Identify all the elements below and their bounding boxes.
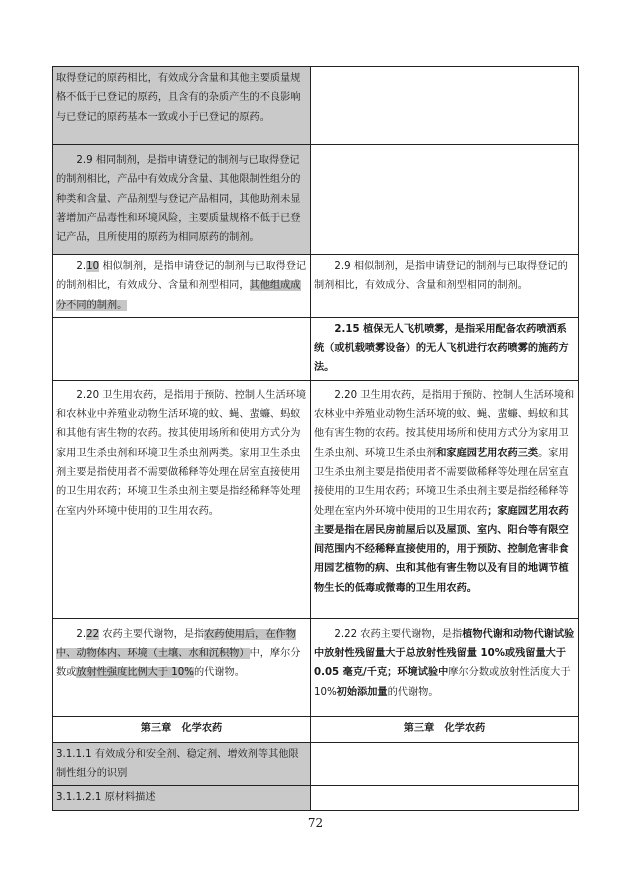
- table-row: [53, 317, 579, 380]
- new-text-cell: [311, 380, 579, 618]
- highlighted-text: 10: [86, 261, 100, 272]
- old-text-cell: [53, 255, 311, 318]
- highlighted-text: 22: [86, 628, 100, 640]
- cell-text: 2.20 卫生用农药，是指用于预防、控制人生活环境和农林业中养殖业动物生活环境的蚊、蝇、蜚蠊、蚂蚁和其他有害生物的农药。按其使用场所和使用方式分为家用卫生杀虫剂、环境卫生杀虫剂: [314, 389, 575, 459]
- table-row: [53, 67, 579, 145]
- cell-text: 的代谢物。: [387, 686, 439, 698]
- table-row: [53, 618, 579, 716]
- cell-text: 3.1.1.2.1 原材料描述: [56, 792, 156, 804]
- new-text-cell: [311, 67, 579, 145]
- added-text: 初始添加量: [336, 686, 388, 698]
- table-row: [53, 786, 579, 810]
- cell-text: 2.22 农药主要代谢物，是指: [334, 628, 463, 640]
- chapter-row: [53, 716, 579, 742]
- cell-text: 相似制剂，是指申请登记的制剂与已取得登记的制剂相比，有效成分、含量和剂型相同，: [56, 261, 307, 292]
- chapter-heading-right: 第三章 化学农药: [311, 716, 579, 742]
- cell-text: 3.1.1.1 有效成分和安全剂、稳定剂、增效剂等其他限制性组分的识别: [56, 748, 299, 780]
- new-text-cell: [311, 255, 579, 318]
- cell-text: 2.: [76, 261, 87, 272]
- old-text-cell: [53, 380, 311, 618]
- highlighted-text: 其他组成成分不同的制剂。: [56, 280, 301, 311]
- cell-text: 2.20 卫生用农药，是指用于预防、控制人生活环境和农林业中养殖业动物生活环境的蚊、蝇、蜚蠊、蚂蚁和其他有害生物的农药。按其使用场所和使用方式分为家用卫生杀虫剂和环境卫生杀虫剂两类。家用卫生杀虫剂主要是指使用者不需要做稀释等处理在居室直接使用的卫生用农药；环境卫生杀虫剂主要是指经稀释等处理在室内外环境中使用的卫生用农药。: [56, 389, 307, 517]
- added-text: 和家庭园艺用农药三类: [436, 447, 539, 459]
- new-text-cell: [311, 145, 579, 255]
- cell-text: 农药主要代谢物，是指: [99, 628, 205, 640]
- added-text: ；家庭园艺用农药主要是指在居民房前屋后以及屋顶、室内、阳台等有限空间范围内不经稀释直接使用的，用于预防、控制危害非食用园艺植物的病、虫和其他有害生物以及有目的地调节植物生长的低毒或微毒的卫生用农药。: [314, 505, 569, 594]
- new-text-cell: [311, 317, 579, 380]
- cell-text: 的代谢物。: [193, 667, 245, 679]
- new-text-cell: [311, 618, 579, 716]
- highlighted-text: 放射性强度比例大于 10%: [76, 667, 194, 679]
- table-row: [53, 742, 579, 786]
- new-text-cell: [311, 786, 579, 810]
- old-text-cell: [53, 317, 311, 380]
- old-text-cell: [53, 67, 311, 145]
- table-row: [53, 145, 579, 255]
- table-row: [53, 255, 579, 318]
- cell-text: 2.9 相似制剂，是指申请登记的制剂与已取得登记的制剂相比，有效成分、含量和剂型相同的制剂。: [314, 261, 568, 292]
- cell-text: 。家用卫生杀虫剂主要是指使用者不需要做稀释等处理在居室直接使用的卫生用农药；环境卫生杀虫剂主要是指经稀释等处理在室内外环境中使用的卫生用农药: [314, 447, 569, 517]
- cell-text: 2.15 植保无人飞机喷雾，是指采用配备农药喷洒系统（或机载喷雾设备）的无人飞机进行农药喷雾的施药方法。: [314, 323, 569, 374]
- old-text-cell: [53, 618, 311, 716]
- new-text-cell: [311, 742, 579, 786]
- chapter-heading-left: 第三章 化学农药: [53, 716, 311, 742]
- cell-text: 摩尔分数或放射性活度大于 10%: [314, 667, 571, 698]
- cell-text: 取得登记的原药相比，有效成分含量和其他主要质量规格不低于已登记的原药，且含有的杂质产生的不良影响与已登记的原药基本一致或小于已登记的原药。: [56, 73, 301, 123]
- table-row: [53, 380, 579, 618]
- page-number: 72: [307, 816, 324, 830]
- highlighted-text: 农药使用后，在作物中、动物体内、环境（土壤、水和沉积物）: [56, 628, 296, 660]
- old-text-cell: [53, 145, 311, 255]
- old-text-cell: [53, 742, 311, 786]
- comparison-table: [52, 66, 579, 811]
- cell-text: 2.9 相同制剂，是指申请登记的制剂与已取得登记的制剂相比，产品中有效成分含量、其他限制性组分的种类和含量、产品剂型与登记产品相同，其他助剂未显著增加产品毒性和环境风险，主要质量规格不低于已登记产品，且所使用的原药为相同原药的制剂。: [56, 155, 301, 244]
- cell-text: 2.: [76, 628, 87, 640]
- added-text: 植物代谢和动物代谢试验中放射性残留量大于总放射性残留量 10%或残留量大于 0.05 毫克/千克；环境试验中: [314, 628, 575, 679]
- cell-text: 中，摩尔分数或: [56, 648, 301, 679]
- old-text-cell: [53, 786, 311, 810]
